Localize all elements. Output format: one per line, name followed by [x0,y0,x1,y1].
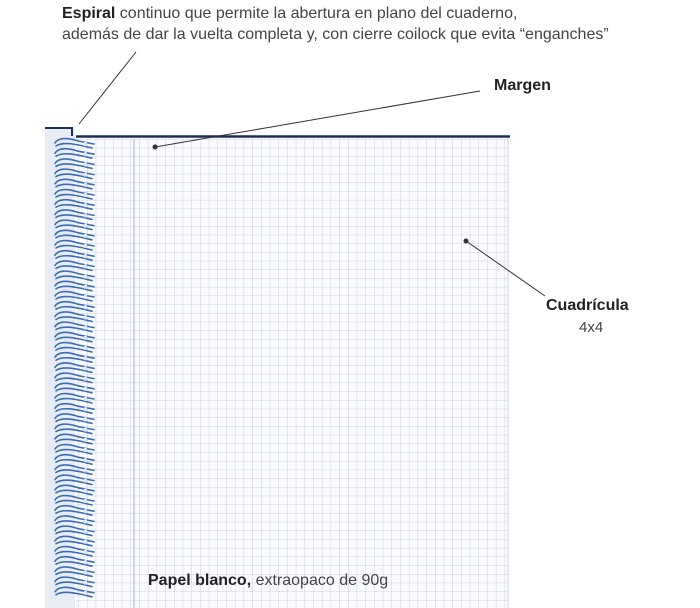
punch-hole [84,315,87,319]
punch-hole [84,213,87,217]
grid-size-label: 4x4 [579,319,604,336]
spiral-leader [79,52,136,124]
grid-4x4 [76,139,508,608]
punch-hole [84,489,87,493]
punch-hole [84,428,87,432]
punch-hole [84,244,87,248]
punch-hole [84,356,87,360]
punch-hole [84,203,87,207]
punch-hole [84,295,87,299]
punch-hole [84,162,87,166]
grid-dot [464,239,469,244]
spiral-desc-line1: continuo que permite la abertura en plano del cuaderno, [115,5,518,22]
punch-hole [84,468,87,472]
punch-hole [84,591,87,595]
punch-hole [84,152,87,156]
punch-hole [84,366,87,370]
punch-hole [84,173,87,177]
margin-dot [153,145,158,150]
paper-desc: extraopaco de 90g [251,572,389,589]
punch-hole [84,285,87,289]
punch-hole [84,570,87,574]
paper-title: Papel blanco, [148,572,252,589]
punch-hole [84,540,87,544]
punch-hole [84,305,87,309]
punch-hole [84,499,87,503]
punch-hole [84,519,87,523]
punch-hole [84,407,87,411]
punch-hole [84,387,87,391]
punch-hole [84,417,87,421]
margin-label: Margen [494,77,551,94]
spiral-title: Espiral [62,5,116,22]
punch-hole [84,326,87,330]
punch-hole [84,550,87,554]
punch-hole [84,254,87,258]
punch-hole [84,377,87,381]
punch-hole [84,264,87,268]
spiral-annotation [62,3,609,45]
punch-hole [84,479,87,483]
punch-hole [84,581,87,585]
punch-hole [84,346,87,350]
punch-hole [84,438,87,442]
paper-annotation [148,572,388,590]
grid-label: Cuadrícula [546,297,629,314]
spiral-desc-line2: además de dar la vuelta completa y, con cierre coilock que evita “enganches” [62,26,609,43]
punch-hole [84,234,87,238]
punch-hole [84,336,87,340]
punch-hole [84,509,87,513]
punch-hole [84,142,87,146]
punch-hole [84,183,87,187]
punch-hole [84,530,87,534]
punch-hole [84,448,87,452]
punch-hole [84,193,87,197]
punch-hole [84,397,87,401]
punch-hole [84,560,87,564]
punch-hole [84,224,87,228]
punch-hole [84,275,87,279]
punch-hole [84,458,87,462]
